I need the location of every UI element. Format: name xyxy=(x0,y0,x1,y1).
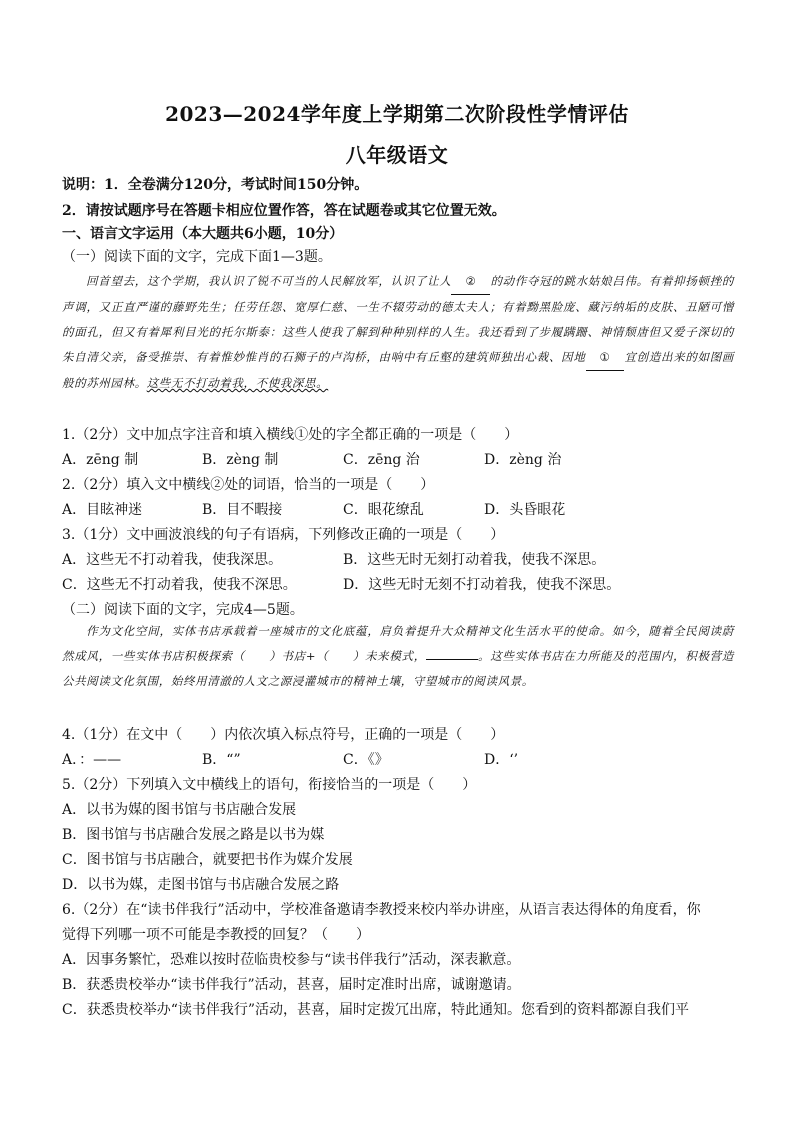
q6-option-a: A．因事务繁忙，恐难以按时莅临贵校参与“读书伴我行”活动，深表歉意。 xyxy=(62,952,521,968)
q2-option-b: B．目不暇接 xyxy=(202,502,283,518)
q4-option-a: A．：—— xyxy=(62,752,122,768)
question-6-stem-line-2: 觉得下列哪一项不可能是李教授的回复？（ ） xyxy=(62,927,370,943)
q6-option-b: B．获悉贵校举办“读书伴我行”活动，甚喜，届时定准时出席，诚谢邀请。 xyxy=(62,977,521,993)
passage-2-text-b: 。这些实体书店在力所能及的范围内，积极营造公共阅读文化氛围，始终用清澈的人文之源浸灌城市的精神土壤，守望城市的阅读风景。 xyxy=(62,649,734,688)
passage-2 xyxy=(62,619,734,694)
q5-option-a: A．以书为媒的图书馆与书店融合发展 xyxy=(62,802,297,818)
passage-1 xyxy=(62,269,734,396)
passage-1-text-b: 的动作夺冠的跳水姑娘吕伟。有着抑扬顿挫的声调，又正直严谨的藤野先生；任劳任怨、宽厚仁慈、一生不辍劳动的德太夫人；有着黝黑脸庞、藏污纳垢的皮肤、丑陋可憎的面孔，但又有着犀利目光的托尔斯泰：这些人使我了解到种种别样的人生。我还看到了步履蹒跚、神情颓唐但又爱子深切的朱自清父亲，备受推崇、有着惟妙惟肖的石狮子的卢沟桥，由响中有丘壑的建筑师独出心裁、因地 xyxy=(62,274,735,364)
part1-intro: （一）阅读下面的文字，完成下面1—3题。 xyxy=(62,249,332,265)
passage-2-text-a: 作为文化空间，实体书店承载着一座城市的文化底蕴，肩负着提升大众精神文化生活水平的使命。如今，随着全民阅读蔚然成风，一些实体书店积极探索（ ）书店+（ ）未来模式， xyxy=(62,624,734,663)
q1-option-b: B．zèng 制 xyxy=(202,452,279,468)
passage-1-text-c: 宜创造出来的如图画般的苏州园林。 xyxy=(62,350,734,390)
q4-option-c: C．《》 xyxy=(343,752,389,768)
q6-option-c: C．获悉贵校举办“读书伴我行”活动，甚喜，届时定拨冗出席，特此通知。您看到的资料都源自我们平 xyxy=(62,1002,690,1018)
question-1-stem: 1.（2分）文中加点字注音和填入横线①处的字全都正确的一项是（ ） xyxy=(62,427,519,443)
q4-option-d: D．‘’ xyxy=(484,752,519,768)
passage-2-blank xyxy=(426,659,478,660)
q1-option-c: C．zēng 治 xyxy=(343,452,420,468)
q5-option-c: C．图书馆与书店融合，就要把书作为媒介发展 xyxy=(62,852,353,868)
q3-option-c: C．这些无不打动着我，使我不深思。 xyxy=(62,577,297,593)
q3-option-a: A．这些无不打动着我，使我深思。 xyxy=(62,552,283,568)
passage-1-text-a: 回首望去，这个学期，我认识了锐不可当的人民解放军，认识了让人 xyxy=(86,274,452,288)
exam-subject: 八年级语文 xyxy=(345,143,449,167)
question-6-stem-line-1: 6.（2分）在“读书伴我行”活动中，学校准备邀请李教授来校内举办讲座，从语言表达得体的角度看，你 xyxy=(62,902,701,918)
q5-option-b: B．图书馆与书店融合发展之路是以书为媒 xyxy=(62,827,325,843)
q3-option-d: D．这些无时无刻不打动着我，使我不深思。 xyxy=(343,577,621,593)
instructions-line-2: 2．请按试题序号在答题卡相应位置作答，答在试题卷或其它位置无效。 xyxy=(62,203,506,219)
instructions-line-1: 说明：1．全卷满分120分，考试时间150分钟。 xyxy=(62,177,369,193)
q2-option-d: D．头昏眼花 xyxy=(484,502,566,518)
q3-option-b: B．这些无时无刻打动着我，使我不深思。 xyxy=(343,552,606,568)
blank-1: ① xyxy=(586,345,625,371)
q2-option-a: A．目眩神迷 xyxy=(62,502,143,518)
q2-option-c: C．眼花缭乱 xyxy=(343,502,424,518)
q1-option-d: D．zèng 治 xyxy=(484,452,562,468)
q4-option-b: B．“” xyxy=(202,752,241,768)
question-3-stem: 3.（1分）文中画波浪线的句子有语病，下列修改正确的一项是（ ） xyxy=(62,527,505,543)
blank-2: ② xyxy=(451,269,490,295)
question-4-stem: 4.（1分）在文中（ ）内依次填入标点符号，正确的一项是（ ） xyxy=(62,727,505,743)
exam-title: 2023—2024学年度上学期第二次阶段性学情评估 xyxy=(165,102,629,126)
question-5-stem: 5.（2分）下列填入文中横线上的语句，衔接恰当的一项是（ ） xyxy=(62,777,477,793)
part2-intro: （二）阅读下面的文字，完成4—5题。 xyxy=(62,602,304,618)
q5-option-d: D．以书为媒，走图书馆与书店融合发展之路 xyxy=(62,877,340,893)
section-heading: 一、语言文字运用（本大题共6小题，10分） xyxy=(62,226,344,242)
question-2-stem: 2.（2分）填入文中横线②处的词语，恰当的一项是（ ） xyxy=(62,477,435,493)
wavy-underlined-sentence: 这些无不打动着我，不使我深思。 xyxy=(146,376,329,390)
q1-option-a: A．zēng 制 xyxy=(62,452,139,468)
